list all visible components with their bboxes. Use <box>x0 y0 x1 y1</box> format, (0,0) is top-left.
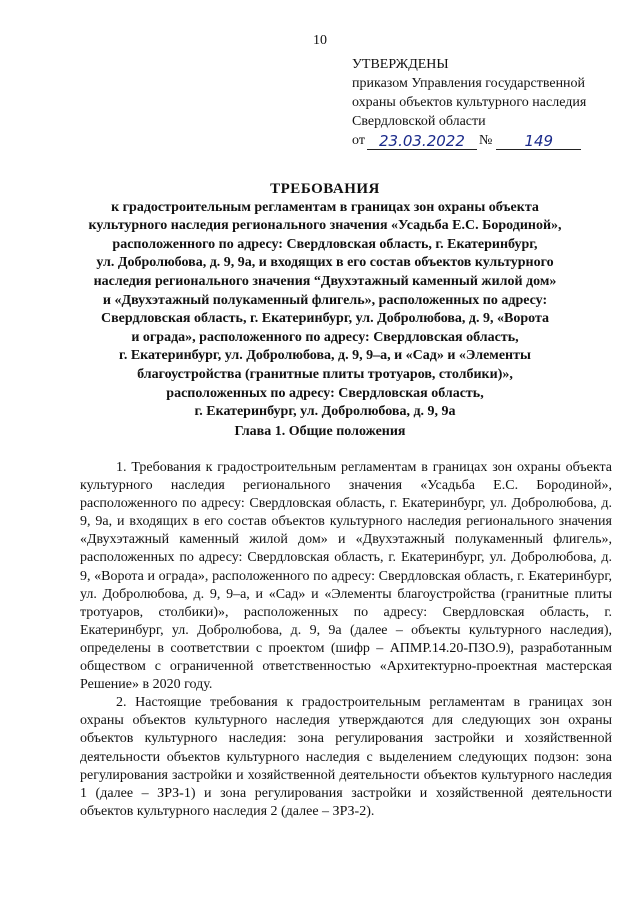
title-line: культурного наследия регионального значения «Усадьба Е.С. Бородиной», <box>88 218 562 234</box>
title-line: и «Двухэтажный полукаменный флигель», расположенных по адресу: <box>102 292 548 308</box>
body-text <box>80 459 612 821</box>
approval-signature-row <box>352 131 622 150</box>
title-line: благоустройства (гранитные плиты тротуаров, столбики)», <box>137 366 513 382</box>
approval-line: приказом Управления государственной <box>352 76 586 91</box>
approval-block <box>352 55 622 150</box>
paragraph: 2. Настоящие требования к градостроительным регламентам в границах зон охраны объектов культурного наследия утверждаются для следующих зон охраны объектов культурного наследия: зона регулирования застройки и хозяйственной деятельности объектов культурного наследия с выделением следующих подзон: зона регулирования застройки и хозяйственной деятельности объектов культурного наследия 1 (далее – ЗРЗ-1) и зона регулирования застройки и хозяйственной деятельности объектов культурного наследия 2 (далее – ЗРЗ-2). <box>80 695 612 819</box>
approval-heading: УТВЕРЖДЕНЫ <box>352 57 449 72</box>
title-line: ул. Добролюбова, д. 9, 9а, и входящих в его состав объектов культурного <box>96 255 554 271</box>
title-line: Свердловская область, г. Екатеринбург, ул. Добролюбова, д. 9, «Ворота <box>101 311 549 327</box>
approval-line: охраны объектов культурного наследия <box>352 95 587 110</box>
title-main: ТРЕБОВАНИЯ <box>270 181 380 197</box>
paragraph: 1. Требования к градостроительным регламентам в границах зон охраны объекта культурного наследия регионального значения «Усадьба Е.С. Бородиной», расположенного по адресу: Свердловская область, г. Екатеринбург, ул. Добролюбова, д. 9, 9а, и входящих в его состав объектов культурного наследия регионального значения «Двухэтажный каменный жилой дом» и «Двухэтажный полукаменный флигель», расположенных по адресу: Свердловская область, г. Екатеринбург, ул. Добролюбова, д. 9, «Ворота и ограда», расположенного по адресу: Свердловская область, г. Екатеринбург, ул. Добролюбова, д. 9, 9–а, и «Сад» и «Элементы благоустройства (гранитные плиты тротуаров, столбики)», расположенных по адресу: Свердловская область, г. Екатеринбург, ул. Добролюбова, д. 9, 9а (далее – объекты культурного наследия), определены в соответствии с проектом (шифр – АПМР.14.20-ПЗО.9), разработанным обществом с ограниченной ответственностью «Архитектурно-проектная мастерская Решение» в 2020 году. <box>80 460 612 693</box>
title-line: расположенных по адресу: Свердловская область, <box>166 385 484 401</box>
page-number: 10 <box>313 33 327 48</box>
handwritten-date: 23.03.2022 <box>367 133 477 150</box>
title-line: г. Екатеринбург, ул. Добролюбова, д. 9, 9а <box>194 404 456 420</box>
approval-line: Свердловской области <box>352 114 486 129</box>
title-line: к градостроительным регламентам в границах зон охраны объекта <box>111 199 539 215</box>
handwritten-number: 149 <box>496 133 581 150</box>
title-line: и ограда», расположенного по адресу: Свердловская область, <box>131 329 519 345</box>
title-line: г. Екатеринбург, ул. Добролюбова, д. 9, 9–а, и «Сад» и «Элементы <box>119 348 531 364</box>
document-title <box>70 180 580 422</box>
title-line: расположенного по адресу: Свердловская область, г. Екатеринбург, <box>112 236 538 252</box>
title-line: наследия регионального значения “Двухэтажный каменный жилой дом» <box>93 273 557 289</box>
date-prefix: от <box>352 133 365 148</box>
chapter-heading: Глава 1. Общие положения <box>234 424 406 439</box>
number-prefix: № <box>478 133 493 148</box>
